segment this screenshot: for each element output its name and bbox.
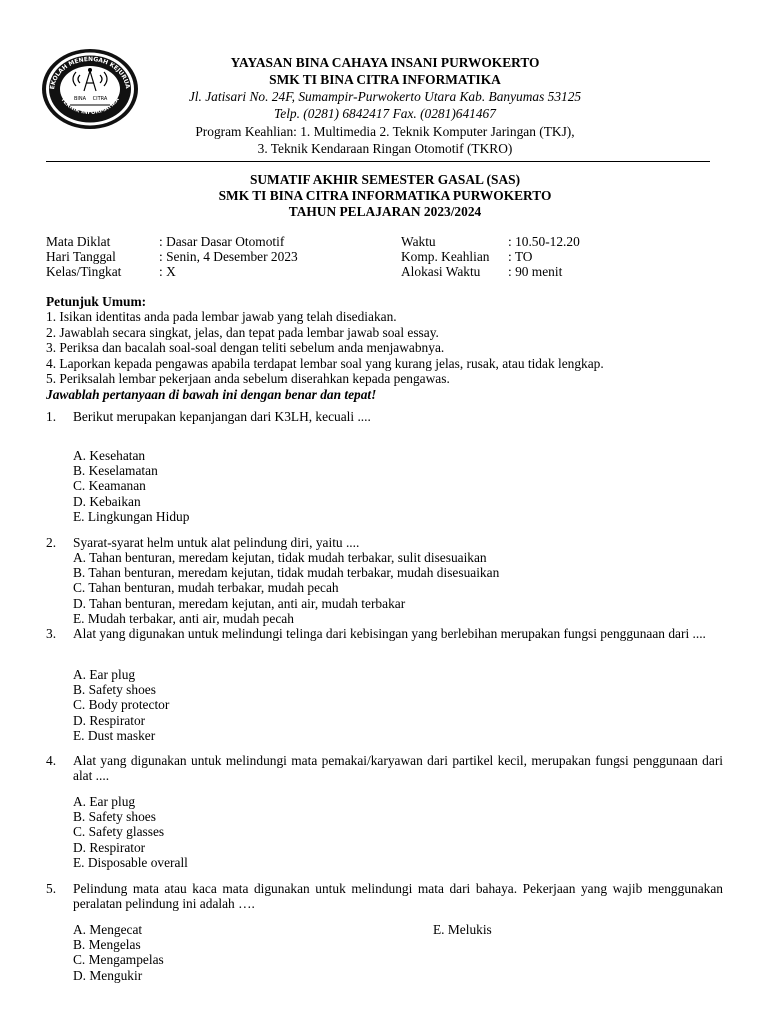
svg-text:SEKOLAH MENENGAH KEJURUAN: EKOLAH MENENGAH KEJURUA	[49, 55, 131, 90]
answer-option: B. Keselamatan	[73, 463, 158, 479]
question-5-options	[73, 922, 164, 983]
programs-line-1: Program Keahlian: 1. Multimedia 2. Teknik Komputer Jaringan (TKJ),	[195, 124, 575, 139]
answer-option: B. Mengelas	[73, 937, 141, 953]
info-value: : 90 menit	[508, 264, 563, 279]
exam-title-3: TAHUN PELAJARAN 2023/2024	[288, 204, 482, 219]
question-number: 5.	[46, 881, 57, 896]
answer-option: C. Tahan benturan, mudah terbakar, mudah pecah	[73, 580, 339, 596]
school-address: Jl. Jatisari No. 24F, Sumampir-Purwokerto Utara Kab. Banyumas 53125	[188, 89, 582, 104]
answer-option: A. Kesehatan	[73, 448, 146, 463]
info-value: : TO	[508, 249, 533, 264]
info-label: Mata Diklat	[46, 234, 111, 249]
question-text: Pelindung mata atau kaca mata digunakan untuk melindungi mata dari bahaya. Pekerjaan yang wajib menggunakan peralatan pelindung ini adalah ….	[73, 881, 723, 912]
answer-option: E. Melukis	[433, 922, 492, 937]
question-number: 2.	[46, 535, 57, 550]
question-text: Berikut merupakan kepanjangan dari K3LH, kecuali ....	[73, 409, 371, 424]
instruction-item: 4. Laporkan kepada pengawas apabila terdapat lembar soal yang kurang jelas, rusak, atau tidak lengkap.	[46, 355, 604, 371]
school-phone: Telp. (0281) 6842417 Fax. (0281)641467	[274, 106, 496, 121]
answer-option: D. Respirator	[73, 712, 146, 728]
info-value: : X	[159, 264, 176, 279]
answer-option: E. Disposable overall	[73, 854, 188, 870]
header-divider	[46, 161, 710, 162]
foundation-name: YAYASAN BINA CAHAYA INSANI PURWOKERTO	[230, 55, 540, 70]
answer-option: C. Mengampelas	[73, 952, 164, 968]
question-number: 3.	[46, 626, 57, 641]
question-3	[46, 626, 723, 658]
question-text: Alat yang digunakan untuk melindungi telinga dari kebisingan yang berlebihan merupakan fungsi penggunaan dari ....	[73, 626, 706, 641]
question-3-options	[73, 667, 169, 743]
answer-option: B. Tahan benturan, meredam kejutan, tidak mudah terbakar, mudah disesuaikan	[73, 565, 500, 581]
instruction-item: 5. Periksalah lembar pekerjaan anda sebelum diserahkan kepada pengawas.	[46, 371, 450, 386]
answer-option: B. Safety shoes	[73, 682, 156, 698]
school-logo	[40, 47, 140, 131]
info-label: Komp. Keahlian	[401, 249, 490, 264]
instructions-closing: Jawablah pertanyaan di bawah ini dengan benar dan tepat!	[46, 386, 377, 402]
info-value: : Senin, 4 Desember 2023	[159, 249, 298, 264]
info-label: Alokasi Waktu	[401, 264, 481, 279]
question-number: 1.	[46, 409, 57, 424]
answer-option: D. Respirator	[73, 839, 146, 855]
instruction-item: 2. Jawablah secara singkat, jelas, dan tepat pada lembar jawab soal essay.	[46, 324, 439, 340]
programs-line-2: 3. Teknik Kendaraan Ringan Otomotif (TKRO)	[257, 141, 513, 156]
answer-option: A. Mengecat	[73, 922, 143, 937]
question-text: Alat yang digunakan untuk melindungi mata pemakai/karyawan dari partikel kecil, merupakan fungsi penggunaan dari alat ....	[73, 753, 723, 784]
answer-option: C. Body protector	[73, 697, 170, 713]
instructions-list	[46, 309, 604, 402]
answer-option: A. Ear plug	[73, 667, 136, 682]
answer-option: C. Keamanan	[73, 478, 146, 494]
question-1-options	[73, 448, 189, 524]
question-number: 4.	[46, 753, 57, 768]
answer-option: C. Safety glasses	[73, 824, 165, 840]
question-5	[46, 881, 723, 913]
svg-text:BINA: BINA	[73, 96, 87, 102]
info-value: : 10.50-12.20	[508, 234, 580, 249]
info-label: Hari Tanggal	[46, 249, 116, 264]
info-value: : Dasar Dasar Otomotif	[159, 234, 285, 249]
question-5-options-right	[433, 922, 492, 937]
exam-title-2: SMK TI BINA CITRA INFORMATIKA PURWOKERTO	[218, 188, 552, 203]
school-name: SMK TI BINA CITRA INFORMATIKA	[269, 72, 501, 87]
svg-text:CITRA: CITRA	[92, 96, 108, 102]
svg-text:TEKNIK INFORMATIKA: TEKNIK INFORMATIKA	[59, 96, 121, 116]
question-text: Syarat-syarat helm untuk alat pelindung diri, yaitu ....	[73, 535, 360, 550]
answer-option: E. Dust masker	[73, 727, 156, 743]
instruction-item: 1. Isikan identitas anda pada lembar jawab yang telah disediakan.	[46, 309, 397, 324]
instruction-item: 3. Periksa dan bacalah soal-soal dengan teliti sebelum anda menjawabnya.	[46, 340, 445, 355]
question-4	[46, 753, 723, 785]
info-label: Waktu	[401, 234, 436, 249]
answer-option: D. Tahan benturan, meredam kejutan, anti air, mudah terbakar	[73, 595, 406, 611]
answer-option: D. Mengukir	[73, 967, 143, 983]
exam-title-1: SUMATIF AKHIR SEMESTER GASAL (SAS)	[249, 172, 521, 187]
question-4-options	[73, 794, 188, 870]
answer-option: D. Kebaikan	[73, 493, 141, 509]
answer-option: E. Lingkungan Hidup	[73, 508, 190, 524]
answer-option: E. Mudah terbakar, anti air, mudah pecah	[73, 610, 294, 626]
question-2-options	[73, 550, 499, 626]
instructions-heading: Petunjuk Umum:	[46, 294, 147, 309]
answer-option: A. Ear plug	[73, 794, 136, 809]
answer-option: B. Safety shoes	[73, 809, 156, 825]
info-label: Kelas/Tingkat	[46, 264, 122, 279]
answer-option: A. Tahan benturan, meredam kejutan, tidak mudah terbakar, sulit disesuaikan	[73, 550, 487, 565]
